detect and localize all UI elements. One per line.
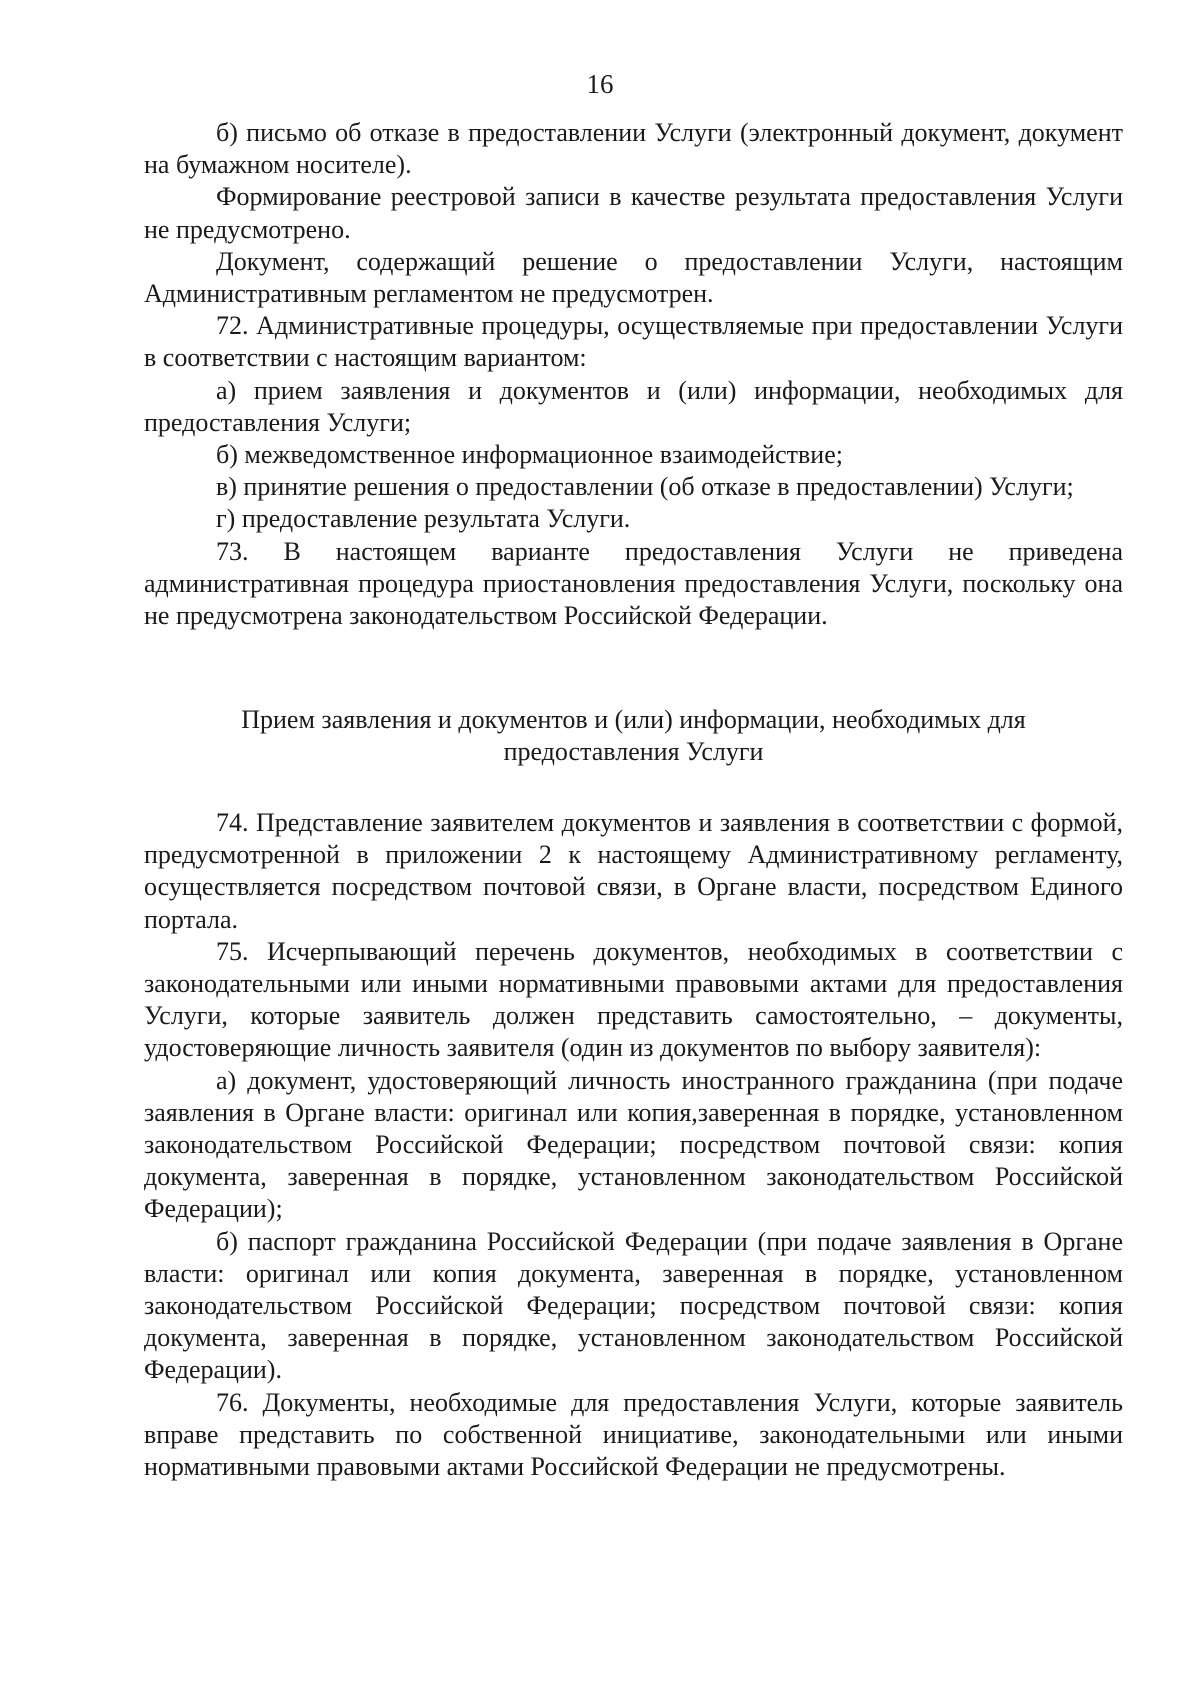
paragraph-decision-document: Документ, содержащий решение о предоставлении Услуги, настоящим Административным регламентом не предусмотрен.	[144, 246, 1123, 309]
paragraph-75: 75. Исчерпывающий перечень документов, необходимых в соответствии с законодательными или иными нормативными правовыми актами для предоставления Услуги, которые заявитель должен представить самостоятельно, – документы, удостоверяющие личность заявителя (один из документов по выбору заявителя):	[144, 936, 1123, 1063]
page-number: 16	[586, 69, 614, 99]
paragraph-76: 76. Документы, необходимые для предоставления Услуги, которые заявитель вправе представить по собственной инициативе, законодательными или иными нормативными правовыми актами Российской Федерации не предусмотрены.	[144, 1387, 1123, 1482]
paragraph-72-item-a: а) прием заявления и документов и (или) информации, необходимых для предоставления Услуги;	[144, 375, 1123, 437]
section-heading-line-1: Прием заявления и документов и (или) информации, необходимых для	[241, 705, 1026, 734]
text-block-after-heading	[144, 807, 1123, 1483]
paragraph-75-item-a: а) документ, удостоверяющий личность иностранного гражданина (при подаче заявления в Органе власти: оригинал или копия,заверенная в порядке, установленном законодательством Российской Федерации; посредством почтовой связи: копия документа, заверенная в порядке, установленном законодательством Российской Федерации);	[144, 1065, 1123, 1224]
section-heading	[144, 704, 1123, 768]
paragraph-74: 74. Представление заявителем документов и заявления в соответствии с формой, предусмотренной в приложении 2 к настоящему Административному регламенту, осуществляется посредством почтовой связи, в Органе власти, посредством Единого портала.	[144, 808, 1123, 934]
paragraph-registry-record: Формирование реестровой записи в качестве результата предоставления Услуги не предусмотрено.	[144, 182, 1123, 244]
paragraph-75-item-b: б) паспорт гражданина Российской Федерации (при подаче заявления в Органе власти: оригинал или копия документа, заверенная в порядке, установленном законодательством Российской Федерации; посредством почтовой связи: копия документа, заверенная в порядке, установленном законодательством Российской Федерации).	[144, 1226, 1123, 1385]
section-heading-line-2: предоставления Услуги	[503, 737, 764, 767]
text-block-before-heading	[144, 117, 1123, 632]
paragraph-72-item-v: в) принятие решения о предоставлении (об отказе в предоставлении) Услуги;	[216, 472, 1074, 502]
paragraph-72-item-g: г) предоставление результата Услуги.	[216, 504, 631, 534]
paragraph-73: 73. В настоящем варианте предоставления Услуги не приведена административная процедура приостановления предоставления Услуги, поскольку она не предусмотрена законодательством Российской Федерации.	[144, 536, 1123, 631]
paragraph-72-item-b: б) межведомственное информационное взаимодействие;	[216, 440, 843, 470]
paragraph-72: 72. Административные процедуры, осуществляемые при предоставлении Услуги в соответствии с настоящим вариантом:	[144, 311, 1123, 373]
paragraph-refusal-letter: б) письмо об отказе в предоставлении Услуги (электронный документ, документ на бумажном носителе).	[144, 118, 1123, 180]
